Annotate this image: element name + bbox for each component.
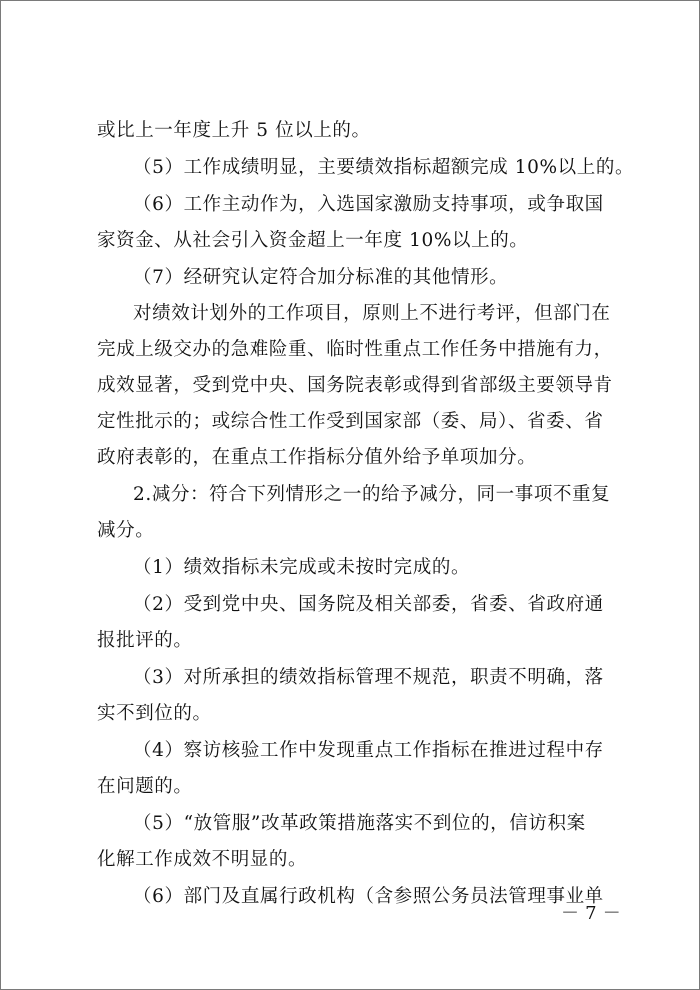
text-line: 减分。 bbox=[97, 520, 155, 541]
text-line: （1）绩效指标未完成或未按时完成的。 bbox=[133, 557, 471, 578]
text-line: 在问题的。 bbox=[97, 776, 193, 797]
text-line: 成效显著，受到党中央、国务院表彰或得到省部级主要领导肯 bbox=[97, 375, 613, 396]
text-line: （4）察访核验工作中发现重点工作指标在推进过程中存 bbox=[133, 740, 604, 761]
page-number: － 7 － bbox=[561, 903, 621, 924]
text-line: 完成上级交办的急难险重、临时性重点工作任务中措施有力， bbox=[97, 339, 613, 360]
text-line: （6）工作主动作为，入选国家激励支持事项，或争取国 bbox=[133, 194, 604, 215]
text-line: （7）经研究认定符合加分标准的其他情形。 bbox=[133, 267, 509, 288]
text-line: 化解工作成效不明显的。 bbox=[97, 849, 308, 870]
text-line: （3）对所承担的绩效指标管理不规范，职责不明确，落 bbox=[133, 667, 604, 688]
text-line: 或比上一年度上升 5 位以上的。 bbox=[97, 120, 371, 141]
text-line: （5）工作成绩明显，主要绩效指标超额完成 10%以上的。 bbox=[133, 157, 635, 178]
text-line: 政府表彰的，在重点工作指标分值外给予单项加分。 bbox=[97, 447, 537, 468]
text-line: （5）“放管服”改革政策措施落实不到位的，信访积案 bbox=[133, 813, 586, 834]
text-line: 报批评的。 bbox=[97, 630, 193, 651]
text-line: 家资金、从社会引入资金超上一年度 10%以上的。 bbox=[97, 230, 529, 251]
text-line: 定性批示的；或综合性工作受到国家部（委、局）、省委、省 bbox=[97, 411, 604, 432]
text-line: （2）受到党中央、国务院及相关部委，省委、省政府通 bbox=[133, 594, 604, 615]
text-line: 实不到位的。 bbox=[97, 703, 212, 724]
text-line: 2.减分：符合下列情形之一的给予减分，同一事项不重复 bbox=[133, 484, 611, 505]
document-body bbox=[1, 1, 699, 989]
text-line: 对绩效计划外的工作项目，原则上不进行考评，但部门在 bbox=[133, 303, 611, 324]
text-line: （6）部门及直属行政机构（含参照公务员法管理事业单 bbox=[133, 886, 604, 907]
